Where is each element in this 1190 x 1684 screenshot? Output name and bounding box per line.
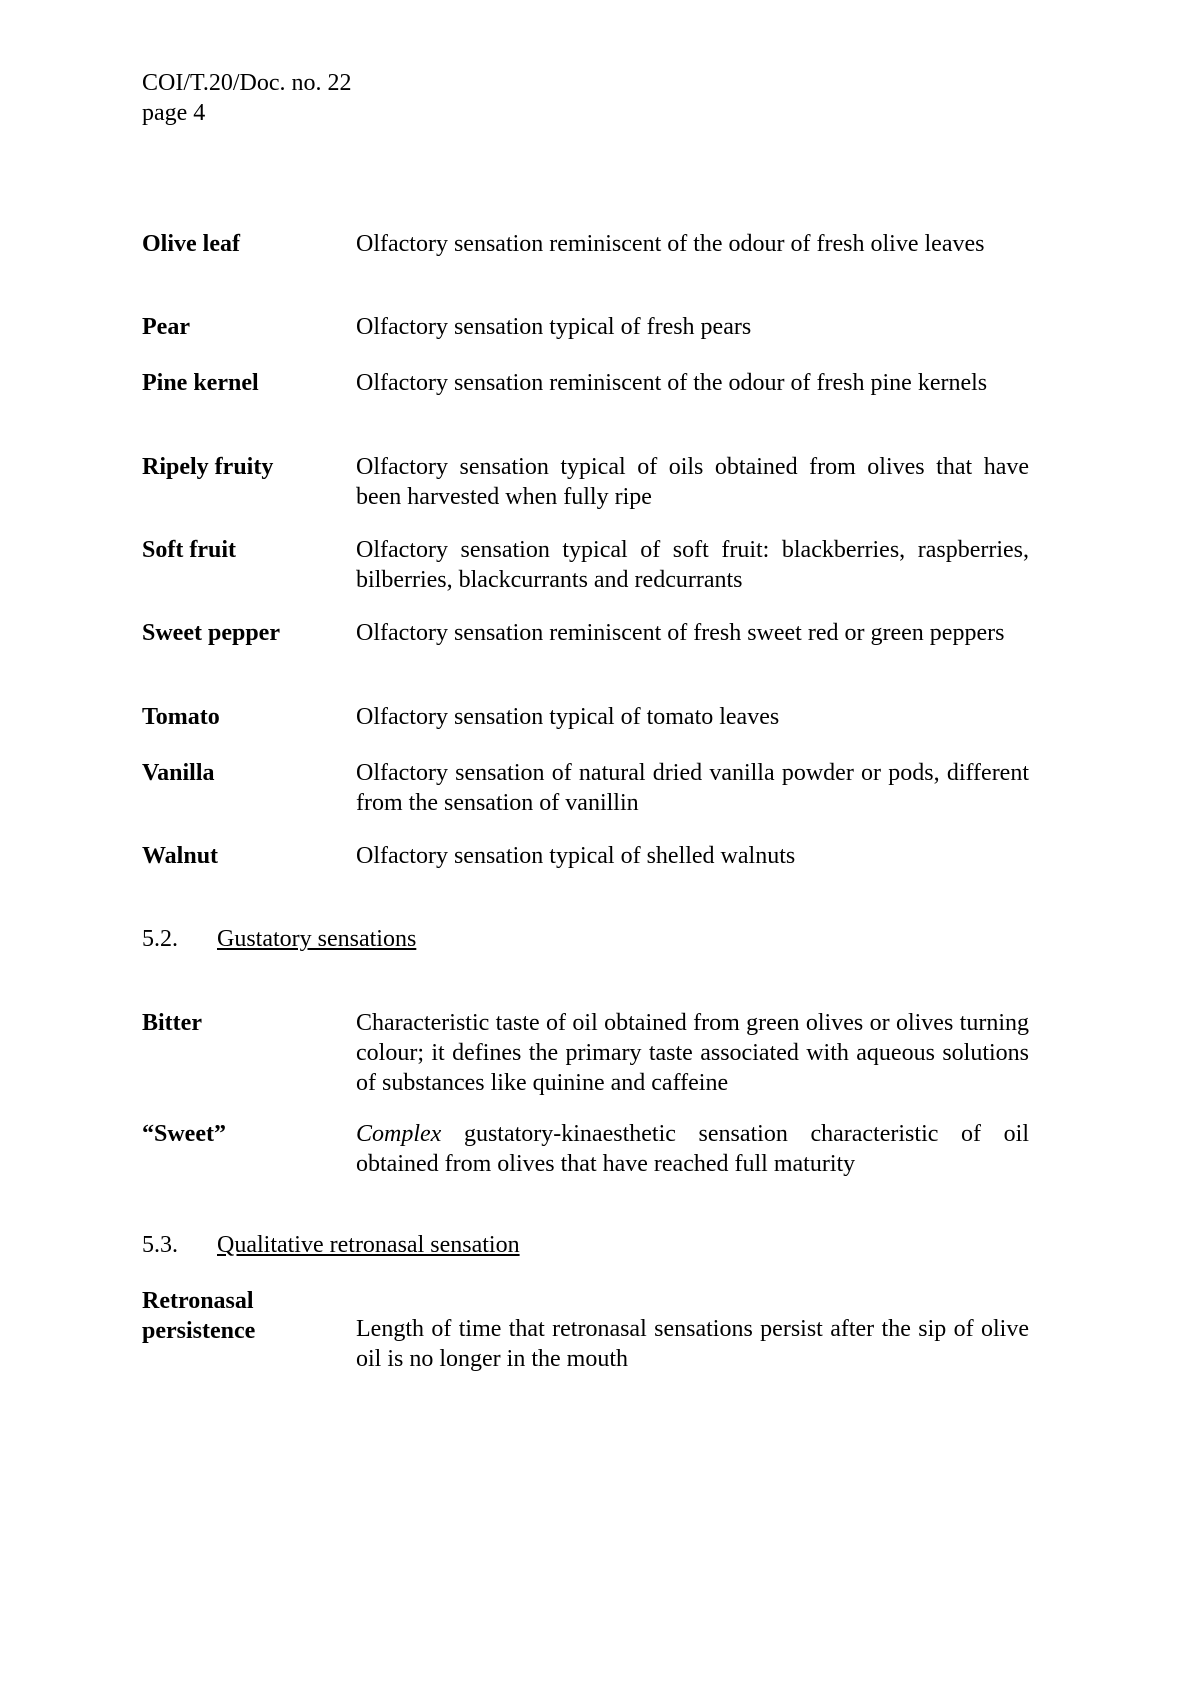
entry-term	[142, 1286, 342, 1346]
entry-term: Sweet pepper	[142, 620, 280, 646]
entry-term: “Sweet”	[142, 1121, 226, 1147]
section-title: Qualitative retronasal sensation	[217, 1232, 520, 1258]
section-number: 5.2.	[142, 926, 178, 952]
entry-definition: Olfactory sensation reminiscent of fresh sweet red or green peppers	[356, 620, 1005, 646]
entry-definition: Olfactory sensation typical of fresh pears	[356, 314, 752, 340]
entry-term: Pear	[142, 314, 190, 340]
entry-term: Bitter	[142, 1010, 202, 1036]
entry-definition: Olfactory sensation typical of tomato leaves	[356, 704, 780, 730]
entry-term: Walnut	[142, 843, 219, 869]
entry-definition: Length of time that retronasal sensations persist after the sip of olive oil is no longer in the mouth	[356, 1316, 1029, 1372]
section-heading-retronasal	[142, 1230, 520, 1260]
section-title: Gustatory sensations	[217, 926, 417, 952]
document-reference: COI/T.20/Doc. no. 22	[142, 70, 352, 96]
entry-term: Pine kernel	[142, 370, 259, 396]
entry-definition: Olfactory sensation of natural dried vanilla powder or pods, different from the sensation of vanillin	[356, 760, 1029, 816]
entry-definition: Olfactory sensation typical of soft fruit: blackberries, raspberries, bilberries, blackcurrants and redcurrants	[356, 537, 1029, 593]
entry-term: Soft fruit	[142, 537, 236, 563]
entry-definition: Olfactory sensation reminiscent of the odour of fresh pine kernels	[356, 370, 988, 396]
entry-term-line: Retronasal	[142, 1288, 254, 1314]
entry-term-line: persistence	[142, 1318, 256, 1344]
entry-definition	[356, 1119, 1029, 1179]
entry-definition: Characteristic taste of oil obtained from green olives or olives turning colour; it defines the primary taste associated with aqueous solutions of substances like quinine and caffeine	[356, 1010, 1029, 1096]
entry-definition: Olfactory sensation typical of shelled walnuts	[356, 843, 796, 869]
entry-term: Olive leaf	[142, 231, 240, 257]
entry-term: Tomato	[142, 704, 220, 730]
page-header	[142, 68, 352, 128]
entry-term: Vanilla	[142, 760, 215, 786]
page-number: page 4	[142, 100, 206, 126]
section-heading-gustatory	[142, 924, 416, 954]
definition-rest: gustatory-kinaesthetic sensation characteristic of oil obtained from olives that have reached full maturity	[356, 1121, 1029, 1177]
section-number: 5.3.	[142, 1232, 178, 1258]
entry-term: Ripely fruity	[142, 454, 274, 480]
entry-definition: Olfactory sensation typical of oils obtained from olives that have been harvested when fully ripe	[356, 454, 1029, 510]
definition-italic: Complex	[356, 1121, 442, 1147]
entry-definition: Olfactory sensation reminiscent of the odour of fresh olive leaves	[356, 231, 985, 257]
